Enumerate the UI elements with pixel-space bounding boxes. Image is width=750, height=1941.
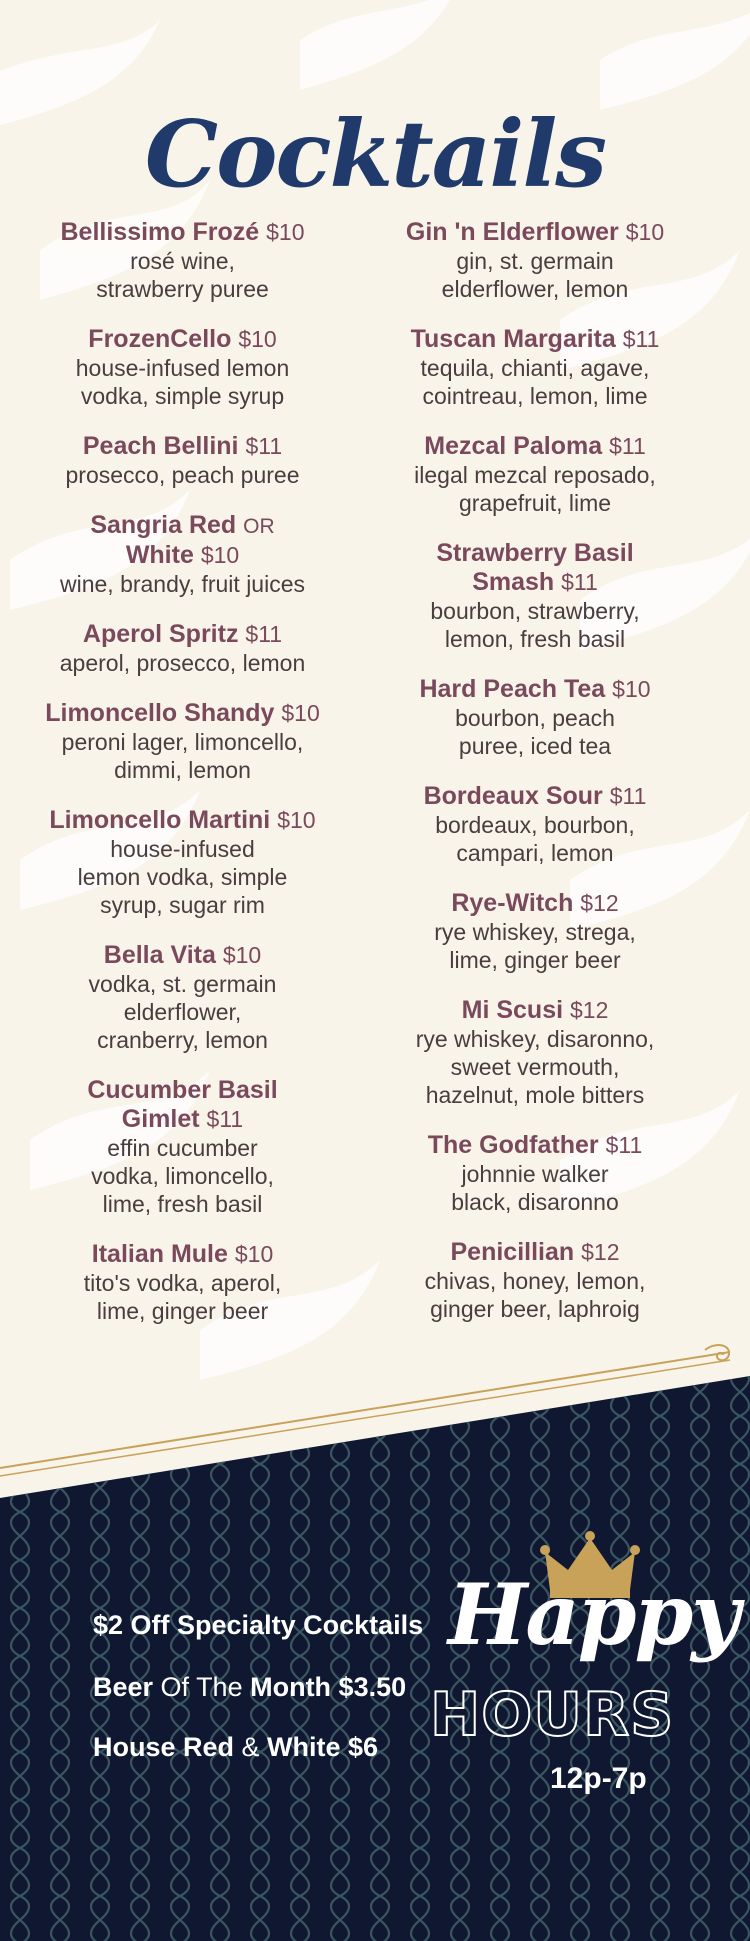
menu-item-heading [350,218,720,247]
menu-item-heading [350,432,720,461]
menu-item-price: $11 [561,569,598,595]
menu-item-description: house-infused [110,836,255,862]
menu-item-name: FrozenCello [88,325,232,353]
menu-item-description: aperol, prosecco, lemon [59,650,306,676]
menu-item-description: cranberry, lemon [97,1027,268,1053]
menu-item-description: wine, brandy, fruit juices [59,571,305,597]
happy-hour-item-1 [93,1610,423,1641]
hh-item-3-lite: & [234,1732,268,1762]
menu-item-price: $11 [206,1106,244,1132]
menu-item-heading [350,675,720,704]
menu-item-description: prosecco, peach puree [65,462,300,488]
menu-item-name: Rye-Witch [451,889,574,917]
menu-item [350,1131,720,1216]
menu-item-heading [350,539,720,597]
menu-item-name: Limoncello Martini [49,806,271,834]
hh-item-2-lite: Of The [153,1672,251,1702]
menu-item-description: bourbon, strawberry, [430,598,640,624]
menu-title: Cocktails [144,100,606,208]
menu-item-description: strawberry puree [96,276,269,302]
menu-item-description: vodka, simple syrup [80,383,285,409]
menu-item-description: ginger beer, laphroig [430,1296,640,1322]
menu-item-description: chivas, honey, lemon, [424,1268,646,1294]
happy-hour-item-2 [93,1672,406,1703]
menu-item-price: $11 [609,783,647,809]
menu-item-description: bourbon, peach [455,705,615,731]
menu-item-heading [0,1240,365,1269]
menu-item-heading [350,1238,720,1267]
menu-item-name: Mi Scusi [461,996,564,1024]
hh-item-3-bold: House Red [93,1732,235,1762]
menu-item-price: $11 [245,433,283,459]
happy-hour-item-3 [93,1732,378,1763]
menu-item-description: rye whiskey, disaronno, [415,1026,655,1052]
menu-item-price: $11 [609,433,646,459]
menu-item-heading [0,432,365,461]
menu-item-description: syrup, sugar rim [100,892,265,918]
menu-item [0,941,365,1054]
menu-item-price: $12 [570,997,609,1023]
hh-item-3-bold2: White $6 [267,1732,379,1762]
menu-item-name: Gin 'n Elderflower [405,218,619,246]
menu-item [0,1076,365,1218]
menu-item-description: hazelnut, mole bitters [425,1082,645,1108]
menu-item-name: Bellissimo Frozé [60,218,260,246]
menu-item [0,218,365,303]
menu-item-description: dimmi, lemon [114,757,251,783]
menu-item-price: $10 [238,326,277,352]
menu-item-heading [350,1131,720,1160]
menu-item [350,218,720,303]
menu-item-name: The Godfather [427,1131,599,1159]
menu-item-or: OR [243,515,275,538]
menu-item [350,996,720,1109]
menu-item [0,1240,365,1325]
menu-item-description: campari, lemon [456,840,614,866]
menu-item [0,620,365,677]
menu-item-name: Sangria Red [90,511,237,539]
menu-item-price: $10 [625,219,665,245]
menu-item-description: effin cucumber [107,1135,258,1161]
menu-item-heading [350,889,720,918]
menu-item-name-line2: White [125,541,194,569]
menu-item-description: elderflower, lemon [441,276,629,302]
menu-item-name-line2: Gimlet [121,1105,200,1133]
cocktail-list-right [350,218,720,1345]
menu-item-description: johnnie walker [461,1161,609,1187]
menu-item-name: Penicillian [450,1238,575,1266]
menu-item-description: ilegal mezcal reposado, [414,462,656,488]
menu-item [0,806,365,919]
menu-item-description: vodka, limoncello, [91,1163,274,1189]
happy-hours-happy: Happy [448,1565,739,1664]
hh-item-2-bold: Beer [93,1672,154,1702]
menu-item-heading [0,806,365,835]
menu-item-description: black, disaronno [451,1189,619,1215]
menu-item-price: $10 [222,942,262,968]
menu-item-description: vodka, st. germain [88,971,277,997]
menu-item-name: Tuscan Margarita [410,325,616,353]
menu-item-price: $11 [622,326,660,352]
menu-item-price: $10 [266,219,305,245]
menu-item-heading [0,325,365,354]
menu-item-heading [0,941,365,970]
cocktail-list-left [0,218,365,1347]
menu-item-description: puree, iced tea [458,733,612,759]
menu-item-description: gin, st. germain [456,248,614,274]
menu-item [350,432,720,517]
happy-hours-time: 12p-7p [550,1762,647,1795]
menu-item-name: Limoncello Shandy [45,699,275,727]
menu-item-description: rosé wine, [130,248,235,274]
menu-item-description: lime, ginger beer [449,947,621,973]
menu-item-price: $10 [277,807,316,833]
menu-item-description: lime, fresh basil [102,1191,263,1217]
menu-item-description: grapefruit, lime [458,490,612,516]
menu-item-price: $10 [200,542,240,568]
menu-item [350,325,720,410]
hh-item-1-text: $2 Off Specialty Cocktails [93,1610,424,1640]
menu-item-description: house-infused lemon [75,355,290,381]
menu-item-heading [0,699,365,728]
menu-item [0,511,365,598]
menu-item-price: $12 [581,1239,620,1265]
menu-item [350,889,720,974]
menu-item-description: sweet vermouth, [450,1054,620,1080]
menu-item-name: Aperol Spritz [82,620,239,648]
menu-item-name: Bella Vita [103,941,216,969]
menu-item-description: cointreau, lemon, lime [422,383,648,409]
menu-item-name: Strawberry Basil [436,539,634,567]
menu-item-description: lime, ginger beer [96,1298,269,1324]
menu-item-description: rye whiskey, strega, [434,919,636,945]
menu-item-name: Mezcal Paloma [424,432,603,460]
menu-item-description: bordeaux, bourbon, [435,812,635,838]
menu-item-price: $10 [281,700,320,726]
menu-item-price: $12 [580,890,619,916]
menu-item [0,432,365,489]
menu-item-description: elderflower, [123,999,242,1025]
happy-hours-hours: HOURS [430,1680,675,1750]
menu-item-description: lemon, fresh basil [444,626,626,652]
menu-item-price: $11 [245,621,283,647]
menu-item-description: tito's vodka, aperol, [83,1270,282,1296]
menu-item-heading [350,325,720,354]
menu-item [0,699,365,784]
menu-item-description: tequila, chianti, agave, [420,355,650,381]
menu-item-name: Cucumber Basil [87,1076,278,1104]
menu-item-price: $10 [612,676,651,702]
menu-item [350,1238,720,1323]
menu-item-heading [350,996,720,1025]
menu-item-name: Italian Mule [91,1240,228,1268]
menu-item-heading [0,1076,365,1134]
menu-item-description: peroni lager, limoncello, [61,729,304,755]
menu-item-heading [0,218,365,247]
menu-item [350,539,720,653]
menu-item-name: Bordeaux Sour [423,782,603,810]
menu-item-heading [0,620,365,649]
menu-item [350,782,720,867]
menu-item [0,325,365,410]
menu-item [350,675,720,760]
menu-item-name: Hard Peach Tea [419,675,606,703]
menu-item-price: $10 [234,1241,274,1267]
menu-item-price: $11 [605,1132,643,1158]
menu-item-heading [0,511,365,570]
menu-item-description: lemon vodka, simple [77,864,288,890]
menu-item-name: Peach Bellini [82,432,239,460]
menu-item-heading [350,782,720,811]
menu-item-name-line2: Smash [472,568,555,596]
hh-item-2-bold2: Month $3.50 [250,1672,407,1702]
